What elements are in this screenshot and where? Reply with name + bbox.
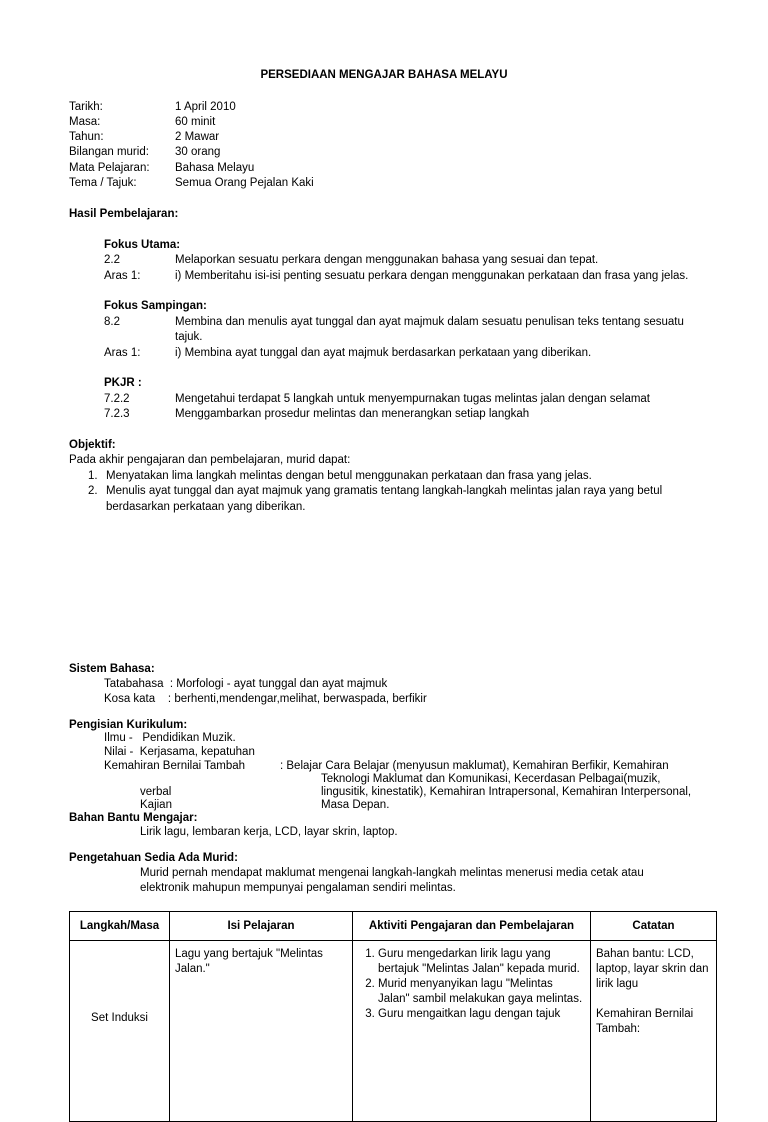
fokus-sampingan-text-line2: tajuk.: [175, 331, 203, 343]
pkjr-text: Menggambarkan prosedur melintas dan menerangkan setiap langkah: [175, 408, 530, 420]
info-value: 60 minit: [175, 116, 216, 128]
kurikulum-heading: Pengisian Kurikulum:: [69, 719, 188, 731]
objektif-item-text-line1: Menulis ayat tunggal dan ayat majmuk yang gramatis tentang langkah-langkah melintas jalan raya yang betul: [106, 485, 663, 497]
info-label: Masa:: [69, 116, 101, 128]
pkjr-text: Mengetahui terdapat 5 langkah untuk menyempurnakan tugas melintas jalan dengan selamat: [175, 393, 651, 405]
fokus-sampingan-heading: Fokus Sampingan:: [104, 300, 207, 312]
objektif-item-number: 1.: [88, 470, 98, 482]
objektif-item-text: Menyatakan lima langkah melintas dengan betul menggunakan perkataan dan frasa yang jelas.: [106, 470, 592, 482]
cell-aktiviti: [353, 941, 591, 1122]
fokus-utama-text: Melaporkan sesuatu perkara dengan menggunakan bahasa yang sesuai dan tepat.: [175, 254, 599, 266]
objektif-item-number: 2.: [88, 485, 98, 497]
info-value: Bahasa Melayu: [175, 162, 255, 174]
fokus-utama-code: 2.2: [104, 254, 120, 266]
kajian-text: Kajian: [140, 799, 172, 811]
objektif-item-text-line2: berdasarkan perkataan yang diberikan.: [106, 501, 306, 513]
sistem-bahasa-heading: Sistem Bahasa:: [69, 663, 155, 675]
pkjr-code: 7.2.3: [104, 408, 130, 420]
table-row: [70, 941, 717, 1122]
info-label: Bilangan murid:: [69, 146, 149, 158]
pengetahuan-text-line2: elektronik mahupun mempunyai pengalaman sendiri melintas.: [140, 882, 456, 894]
info-value: Semua Orang Pejalan Kaki: [175, 177, 314, 189]
info-label: Tema / Tajuk:: [69, 177, 137, 189]
catatan-bahan: Bahan bantu: LCD, laptop, layar skrin dan lirik lagu: [596, 948, 709, 990]
header-catatan: Catatan: [591, 912, 717, 941]
page-title: PERSEDIAAN MENGAJAR BAHASA MELAYU: [260, 69, 508, 81]
hasil-heading: Hasil Pembelajaran:: [69, 208, 179, 220]
kbt-label: Kemahiran Bernilai Tambah: [104, 760, 246, 772]
list-item: 2. Murid menyanyikan lagu "Melintas Jalan" sambil melakukan gaya melintas.: [378, 977, 585, 1007]
kbt-text-line4: Masa Depan.: [321, 799, 390, 811]
info-label: Mata Pelajaran:: [69, 162, 150, 174]
nilai-line: Nilai - Kerjasama, kepatuhan: [104, 746, 255, 758]
pengetahuan-text-line1: Murid pernah mendapat maklumat mengenai langkah-langkah melintas menerusi media cetak atau: [140, 867, 644, 879]
list-item: 3. Guru mengaitkan lagu dengan tajuk: [378, 1007, 585, 1022]
pengetahuan-heading: Pengetahuan Sedia Ada Murid:: [69, 852, 238, 864]
header-isi: Isi Pelajaran: [170, 912, 353, 941]
fokus-sampingan-code: 8.2: [104, 316, 120, 328]
objektif-heading: Objektif:: [69, 439, 116, 451]
kbt-text-line3: lingusitik, kinestatik), Kemahiran Intrapersonal, Kemahiran Interpersonal,: [321, 786, 692, 798]
pkjr-code: 7.2.2: [104, 393, 130, 405]
list-item: 1. Guru mengedarkan lirik lagu yang bertajuk "Melintas Jalan" kepada murid.: [378, 947, 585, 977]
pkjr-heading: PKJR :: [104, 377, 142, 389]
kbt-text-line2: Teknologi Maklumat dan Komunikasi, Kecerdasan Pelbagai(muzik,: [321, 773, 661, 785]
fokus-utama-aras-text: i) Memberitahu isi-isi penting sesuatu perkara dengan menggunakan perkataan dan frasa yang jelas.: [175, 270, 689, 282]
kosa-kata-line: Kosa kata : berhenti,mendengar,melihat, berwaspada, berfikir: [104, 693, 427, 705]
ilmu-line: Ilmu - Pendidikan Muzik.: [104, 732, 236, 744]
fokus-sampingan-text-line1: Membina dan menulis ayat tunggal dan ayat majmuk dalam sesuatu penulisan teks tentang sesuatu: [175, 316, 684, 328]
catatan-kemahiran: Kemahiran Bernilai Tambah:: [596, 1008, 694, 1035]
info-value: 30 orang: [175, 146, 221, 158]
table-header-row: [70, 912, 717, 941]
fokus-utama-aras-code: Aras 1:: [104, 270, 141, 282]
fokus-sampingan-aras-text: i) Membina ayat tunggal dan ayat majmuk berdasarkan perkataan yang diberikan.: [175, 347, 592, 359]
lesson-table: [69, 911, 717, 1122]
bahan-heading: Bahan Bantu Mengajar:: [69, 812, 198, 824]
aktiviti-list: [358, 947, 585, 1022]
kbt-text-line1: : Belajar Cara Belajar (menyusun maklumat), Kemahiran Berfikir, Kemahiran: [280, 760, 669, 772]
fokus-utama-heading: Fokus Utama:: [104, 239, 181, 251]
cell-catatan: [591, 941, 717, 1122]
info-label: Tahun:: [69, 131, 104, 143]
bahan-text: Lirik lagu, lembaran kerja, LCD, layar skrin, laptop.: [140, 826, 398, 838]
cell-isi: Lagu yang bertajuk "Melintas Jalan.": [170, 941, 353, 1122]
fokus-sampingan-aras-code: Aras 1:: [104, 347, 141, 359]
info-value: 2 Mawar: [175, 131, 220, 143]
info-label: Tarikh:: [69, 101, 103, 113]
info-value: 1 April 2010: [175, 101, 236, 113]
header-aktiviti: Aktiviti Pengajaran dan Pembelajaran: [353, 912, 591, 941]
cell-langkah: Set Induksi: [70, 941, 170, 1122]
tatabahasa-line: Tatabahasa : Morfologi - ayat tunggal dan ayat majmuk: [104, 678, 388, 690]
header-langkah: Langkah/Masa: [70, 912, 170, 941]
objektif-intro: Pada akhir pengajaran dan pembelajaran, murid dapat:: [69, 454, 351, 466]
verbal-text: verbal: [140, 786, 172, 798]
